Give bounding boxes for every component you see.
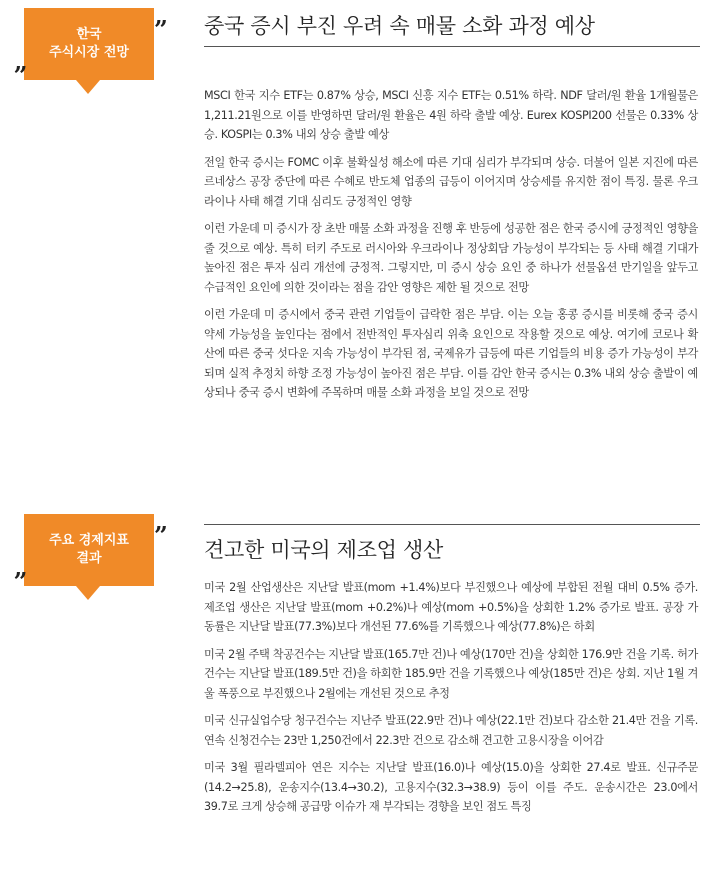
badge-box	[24, 514, 154, 586]
badge-box	[24, 8, 154, 80]
paragraph: 미국 3월 필라델피아 연은 지수는 지난달 발표(16.0)나 예상(15.0)을 상회한 27.4로 발표. 신규주문(14.2→25.8), 운송지수(13.4→30.2), 고용지수(32.3→38.9) 등이 이를 주도. 운송시간은 23.0에서 39.7로 크게 상승해 공급망 이슈가 재 부각되는 경향을 보인 점도 특징	[204, 761, 698, 813]
section-badge	[14, 514, 168, 614]
body-text	[204, 578, 698, 825]
close-quote-mark: ”	[154, 521, 168, 550]
paragraph: 이런 가운데 미 증시가 장 초반 매물 소화 과정을 진행 후 반등에 성공한 점은 한국 증시에 긍정적인 영향을 줄 것으로 예상. 특히 터키 주도로 러시아와 우크라이나 정상회담 가능성이 부각되는 등 사태 해결 기대가 높아진 점은 투자 심리 개선에 긍정적. 그렇지만, 미 증시 상승 요인 중 하나가 선물옵션 만기일을 앞두고 수급적인 요인에 의한 것이라는 점을 감안 영향은 제한 될 것으로 전망	[204, 222, 698, 294]
badge-pointer	[76, 80, 100, 94]
section-badge	[14, 8, 168, 108]
badge-line-1: 주요 경제지표	[49, 533, 129, 548]
badge-line-2: 결과	[76, 551, 102, 566]
open-quote-mark: „	[14, 47, 28, 76]
heading-divider	[204, 46, 700, 47]
paragraph: MSCI 한국 지수 ETF는 0.87% 상승, MSCI 신흥 지수 ETF는 0.51% 하락. NDF 달러/원 환율 1개월물은 1,211.21원으로 이를 반영하면 달러/원 환율은 4원 하락 출발 예상. Eurex KOSPI200 선물은 0.33% 상승. KOSPI는 0.3% 내외 상승 출발 예상	[204, 89, 698, 141]
paragraph: 이런 가운데 미 증시에서 중국 관련 기업들이 급락한 점은 부담. 이는 오늘 홍콩 증시를 비롯해 중국 증시 약세 가능성을 높인다는 점에서 전반적인 투자심리 위축 요인으로 작용할 것으로 예상. 여기에 코로나 확산에 따른 중국 섯다운 지속 가능성이 부각된 점, 국제유가 급등에 따른 기업들의 비용 증가 가능성이 부각되며 실적 추정치 하향 조정 가능성이 높아진 점은 부담. 이를 감안 한국 증시는 0.3% 내외 상승 출발이 예상되나 중국 증시 변화에 주목하며 매물 소화 과정을 보일 것으로 전망	[204, 308, 698, 399]
section-heading: 중국 증시 부진 우려 속 매물 소화 과정 예상	[204, 14, 595, 38]
badge-pointer	[76, 586, 100, 600]
paragraph: 미국 2월 산업생산은 지난달 발표(mom +1.4%)보다 부진했으나 예상에 부합된 전월 대비 0.5% 증가. 제조업 생산은 지난달 발표(mom +0.2%)나 예상(mom +0.5%)을 상회한 1.2% 증가로 발표. 공장 가동률은 지난달 발표(77.3%)보다 개선된 77.6%를 기록했으나 예상(77.8%)은 하회	[204, 581, 698, 633]
body-text	[204, 86, 698, 411]
open-quote-mark: „	[14, 553, 28, 582]
close-quote-mark: ”	[154, 15, 168, 44]
badge-line-1: 한국	[76, 27, 102, 42]
badge-line-2: 주식시장 전망	[49, 45, 129, 60]
heading-divider	[204, 524, 700, 525]
paragraph: 전일 한국 증시는 FOMC 이후 불확실성 해소에 따른 기대 심리가 부각되며 상승. 더불어 일본 지진에 따른 르네상스 공장 중단에 따른 수혜로 반도체 업종의 급등이 이어지며 상승세를 유지한 점이 특징. 물론 우크라이나 사태 해결 기대 심리도 긍정적인 영향	[204, 155, 698, 208]
paragraph: 미국 신규실업수당 청구건수는 지난주 발표(22.9만 건)나 예상(22.1만 건)보다 감소한 21.4만 건을 기록. 연속 신청건수는 23만 1,250건에서 22.3만 건으로 감소해 견고한 고용시장을 이어감	[204, 714, 698, 747]
paragraph: 미국 2월 주택 착공건수는 지난달 발표(165.7만 건)나 예상(170만 건)을 상회한 176.9만 건을 기록. 허가건수는 지난달 발표(189.5만 건)을 하회한 185.9만 건을 기록했으나 예상(185만 건)은 상회. 지난 1월 겨울 폭풍으로 부진했으나 2월에는 개선된 것으로 추정	[204, 647, 698, 700]
section-heading: 견고한 미국의 제조업 생산	[204, 538, 443, 562]
